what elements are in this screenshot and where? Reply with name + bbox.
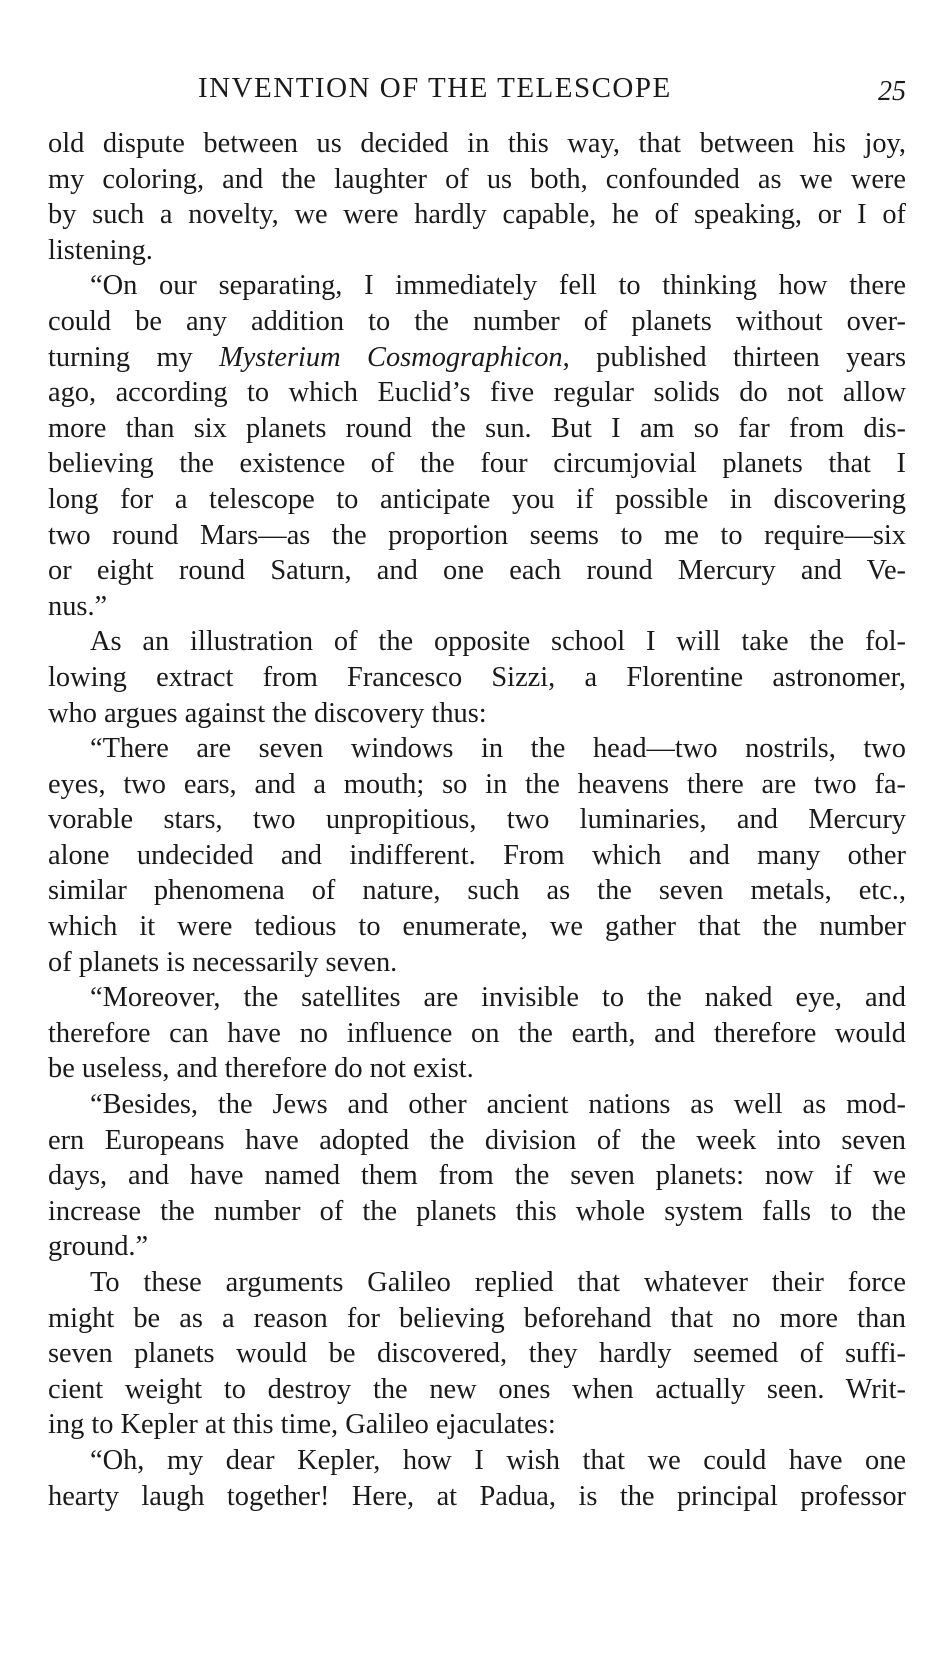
text-line: might be as a reason for believing beforehand that no more than bbox=[48, 1302, 906, 1334]
text-line: alone undecided and indifferent. From which and many other bbox=[48, 839, 906, 871]
text-line: which it were tedious to enumerate, we gather that the number bbox=[48, 911, 906, 943]
text-line: believing the existence of the four circumjovial planets that I bbox=[48, 448, 906, 480]
running-head bbox=[48, 72, 906, 120]
text-line: cient weight to destroy the new ones when actually seen. Writ- bbox=[48, 1373, 906, 1405]
text-line: “There are seven windows in the head—two nostrils, two bbox=[90, 733, 906, 765]
text-line: by such a novelty, we were hardly capable, he of speaking, or I of bbox=[48, 199, 906, 231]
text-line: could be any addition to the number of planets without over- bbox=[48, 305, 906, 337]
text-line: who argues against the discovery thus: bbox=[48, 697, 487, 729]
page-number: 25 bbox=[878, 76, 906, 107]
text-line: “Moreover, the satellites are invisible to the naked eye, and bbox=[90, 982, 906, 1014]
text-line: more than six planets round the sun. But I am so far from dis- bbox=[48, 412, 906, 444]
text-line: “Oh, my dear Kepler, how I wish that we could have one bbox=[90, 1444, 906, 1476]
book-page bbox=[48, 72, 906, 1514]
text-line: ground.” bbox=[48, 1231, 149, 1263]
text-line: To these arguments Galileo replied that whatever their force bbox=[90, 1267, 906, 1298]
text-line: ing to Kepler at this time, Galileo ejaculates: bbox=[48, 1409, 556, 1441]
text-line: two round Mars—as the proportion seems to me to require—six bbox=[48, 519, 906, 551]
text-line: As an illustration of the opposite school I will take the fol- bbox=[90, 626, 906, 658]
text-segment: , published thirteen years bbox=[562, 341, 907, 373]
text-line: long for a telescope to anticipate you if possible in discovering bbox=[48, 483, 906, 515]
text-line: ago, according to which Euclid’s five regular solids do not allow bbox=[48, 377, 906, 409]
book-title: Mysterium Cosmographicon bbox=[219, 341, 563, 373]
text-line: vorable stars, two unpropitious, two luminaries, and Mercury bbox=[48, 804, 906, 836]
text-line: or eight round Saturn, and one each round Mercury and Ve- bbox=[48, 555, 906, 587]
text-line: nus.” bbox=[48, 590, 108, 622]
text-line: be useless, and therefore do not exist. bbox=[48, 1053, 474, 1085]
text-line: therefore can have no influence on the earth, and therefore would bbox=[48, 1017, 906, 1049]
text-line: increase the number of the planets this whole system falls to the bbox=[48, 1195, 906, 1227]
text-line bbox=[48, 340, 906, 376]
text-line: lowing extract from Francesco Sizzi, a Florentine astronomer, bbox=[48, 661, 906, 693]
text-line: eyes, two ears, and a mouth; so in the heavens there are two fa- bbox=[48, 768, 906, 800]
text-line: “Besides, the Jews and other ancient nations as well as mod- bbox=[90, 1089, 906, 1121]
text-line: hearty laugh together! Here, at Padua, is the principal professor bbox=[48, 1480, 906, 1512]
text-line: my coloring, and the laughter of us both, confounded as we were bbox=[48, 163, 906, 195]
text-segment: turning my bbox=[48, 341, 220, 373]
text-line: days, and have named them from the seven planets: now if we bbox=[48, 1160, 906, 1192]
text-line: listening. bbox=[48, 234, 153, 266]
text-line: seven planets would be discovered, they hardly seemed of suffi- bbox=[48, 1338, 906, 1370]
text-line: “On our separating, I immediately fell to thinking how there bbox=[90, 270, 906, 302]
text-line: of planets is necessarily seven. bbox=[48, 946, 398, 978]
body-text bbox=[48, 126, 906, 1514]
chapter-title: INVENTION OF THE TELESCOPE bbox=[198, 72, 672, 104]
text-line: ern Europeans have adopted the division of the week into seven bbox=[48, 1124, 906, 1156]
text-line: similar phenomena of nature, such as the seven metals, etc., bbox=[48, 875, 906, 907]
text-line: old dispute between us decided in this way, that between his joy, bbox=[48, 128, 906, 159]
